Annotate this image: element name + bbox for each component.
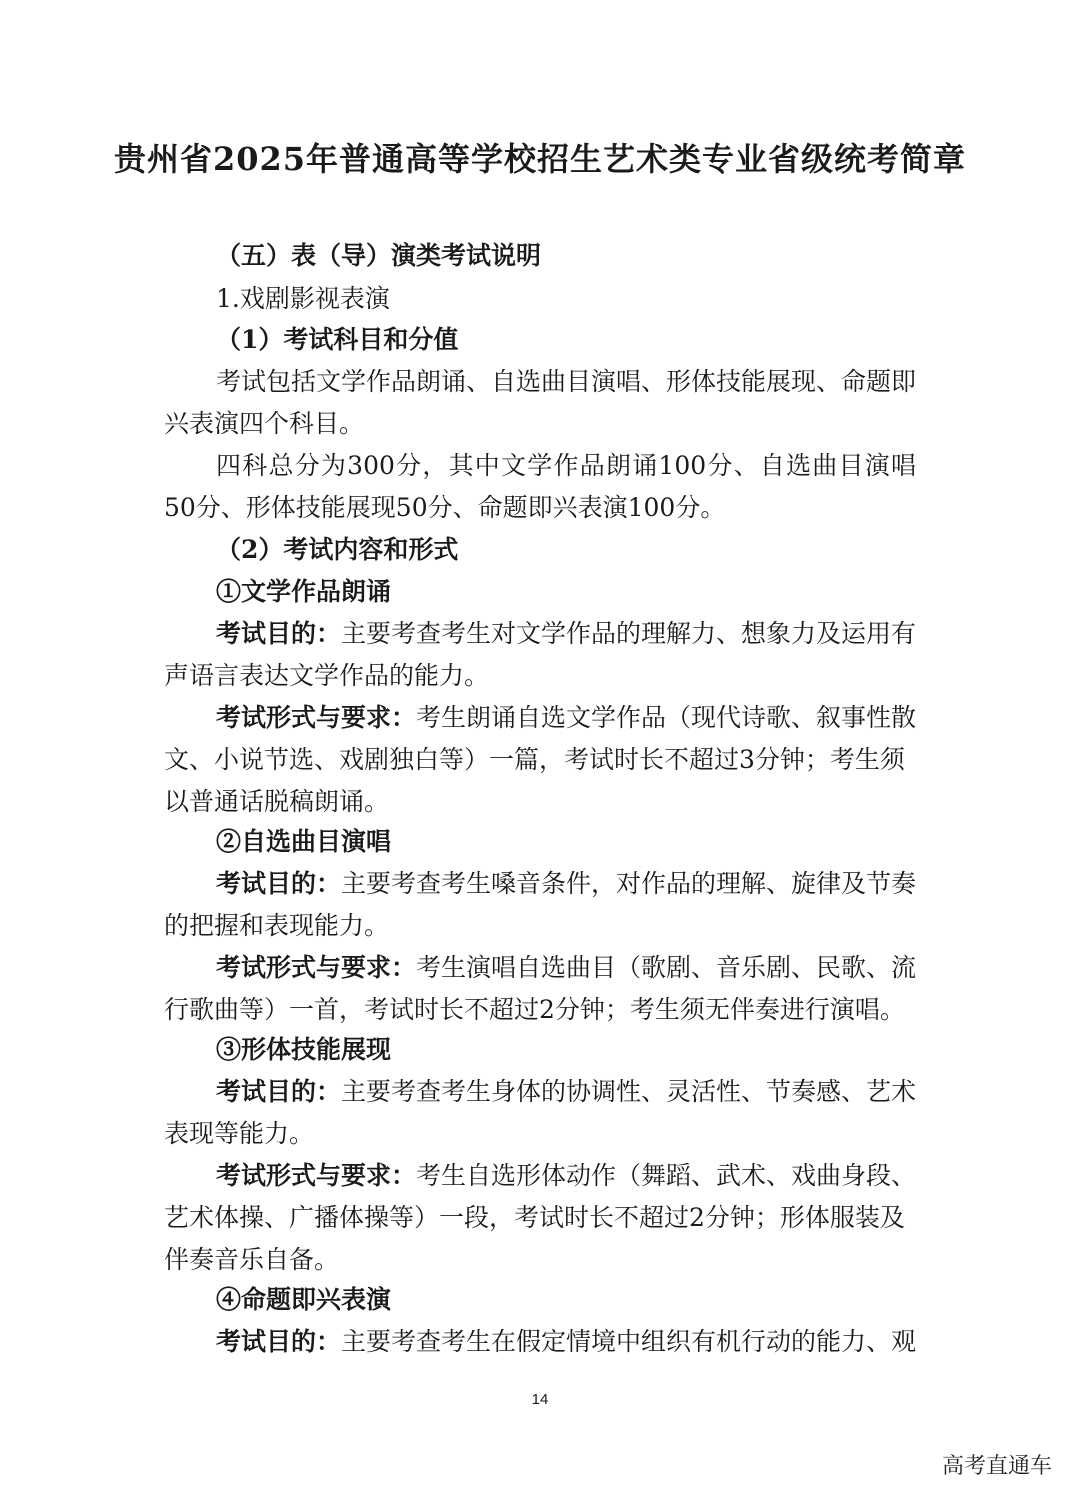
item2-form-label: 考试形式与要求： [216, 953, 417, 982]
item2-purpose-label: 考试目的： [216, 869, 342, 898]
page-number: 14 [531, 1391, 549, 1408]
part1-para1-line1: 考试包括文学作品朗诵、自选曲目演唱、形体技能展现、命题即 [216, 367, 917, 396]
item4-heading: ④命题即兴表演 [216, 1285, 392, 1314]
item2-form-text: 考生演唱自选曲目（歌剧、音乐剧、民歌、流 [416, 953, 917, 982]
item2-purpose-line1 [216, 868, 916, 900]
section-heading: （五）表（导）演类考试说明 [216, 241, 542, 270]
item3-heading: ③形体技能展现 [216, 1035, 392, 1064]
item1-form-line2: 文、小说节选、戏剧独白等）一篇，考试时长不超过3分钟；考生须 [164, 745, 905, 774]
item2-heading: ②自选曲目演唱 [216, 827, 392, 856]
item2-purpose-text: 主要考查考生嗓音条件，对作品的理解、旋律及节奏 [341, 869, 917, 898]
item4-purpose-text: 主要考查考生在假定情境中组织有机行动的能力、观 [341, 1327, 917, 1356]
item3-form-label: 考试形式与要求： [216, 1161, 417, 1190]
item2-form-line1 [216, 952, 916, 984]
item4-purpose-line1 [216, 1326, 916, 1358]
item3-form-line2: 艺术体操、广播体操等）一段，考试时长不超过2分钟；形体服装及 [164, 1203, 905, 1232]
item3-purpose-text: 主要考查考生身体的协调性、灵活性、节奏感、艺术 [341, 1077, 917, 1106]
item1-form-label: 考试形式与要求： [216, 703, 417, 732]
document-title: 贵州省2025年普通高等学校招生艺术类专业省级统考简章 [113, 140, 967, 178]
item3-form-line1 [216, 1160, 916, 1192]
item1-form-text: 考生朗诵自选文学作品（现代诗歌、叙事性散 [416, 703, 917, 732]
part1-heading: （1）考试科目和分值 [216, 325, 459, 354]
part1-para2-line2: 50分、形体技能展现50分、命题即兴表演100分。 [164, 493, 726, 522]
item1-purpose-line2: 声语言表达文学作品的能力。 [164, 661, 490, 690]
subsection-heading: 1.戏剧影视表演 [216, 284, 390, 313]
item3-purpose-line1 [216, 1076, 916, 1108]
item2-purpose-line2: 的把握和表现能力。 [164, 911, 390, 940]
item1-purpose-line1 [216, 618, 916, 650]
item1-heading: ①文学作品朗诵 [216, 577, 392, 606]
watermark-text: 高考直通车 [941, 1454, 1052, 1479]
item1-purpose-text: 主要考查考生对文学作品的理解力、想象力及运用有 [341, 619, 917, 648]
item1-purpose-label: 考试目的： [216, 619, 342, 648]
item3-purpose-label: 考试目的： [216, 1077, 342, 1106]
part1-para1-line2: 兴表演四个科目。 [164, 409, 365, 438]
part1-para2-line1: 四科总分为300分，其中文学作品朗诵100分、自选曲目演唱 [216, 451, 916, 480]
item1-form-line3: 以普通话脱稿朗诵。 [164, 787, 390, 816]
item1-form-line1 [216, 702, 916, 734]
item3-form-text: 考生自选形体动作（舞蹈、武术、戏曲身段、 [416, 1161, 917, 1190]
part2-heading: （2）考试内容和形式 [216, 535, 459, 564]
item3-form-line3: 伴奏音乐自备。 [164, 1245, 340, 1274]
item2-form-line2: 行歌曲等）一首，考试时长不超过2分钟；考生须无伴奏进行演唱。 [164, 995, 905, 1024]
item4-purpose-label: 考试目的： [216, 1327, 342, 1356]
item3-purpose-line2: 表现等能力。 [164, 1119, 315, 1148]
